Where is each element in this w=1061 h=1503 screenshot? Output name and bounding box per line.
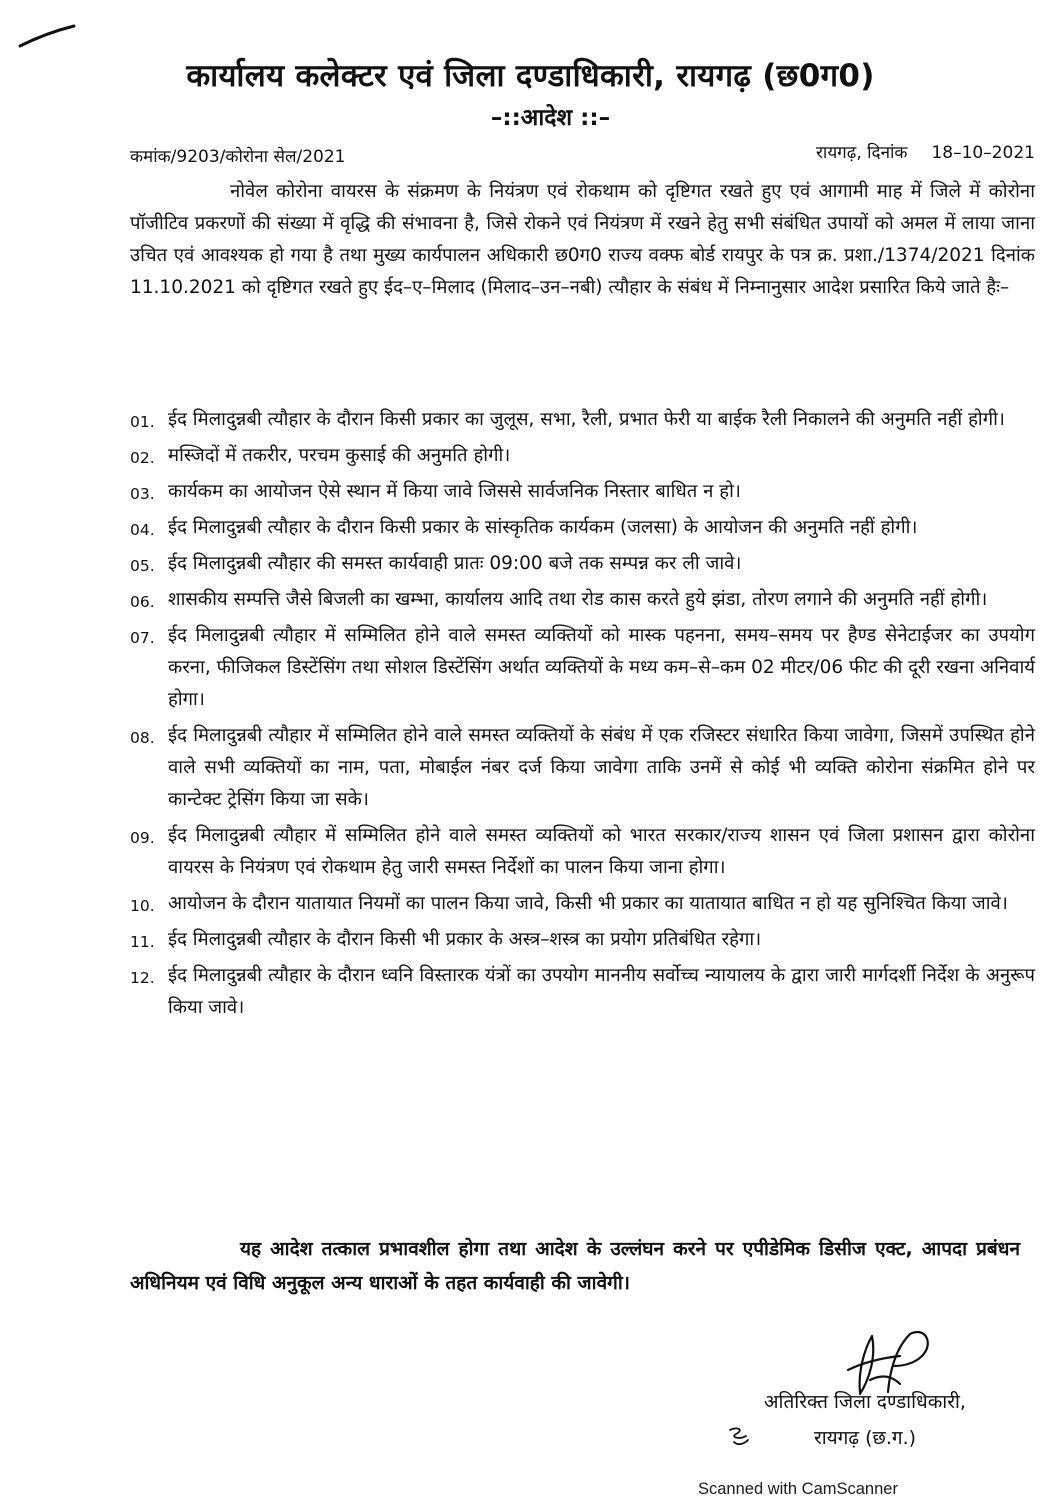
order-text: ईद मिलादुन्नबी त्यौहार में सम्मिलित होने वाले समस्त व्यक्तियों को भारत सरकार/राज्य शासन एवं जिला प्रशासन द्वारा कोरोना वायरस के नियंत्रण एवं रोकथाम हेतु जारी समस्त निर्देशों का पालन किया जाना होगा। [168, 825, 1035, 878]
order-number: 09. [130, 829, 155, 847]
order-number: 05. [130, 557, 155, 575]
order-item [130, 476, 1035, 508]
order-number: 08. [130, 729, 155, 747]
order-item [130, 584, 1035, 616]
order-item [130, 548, 1035, 580]
order-text: मस्जिदों में तकरीर, परचम कुसाई की अनुमति होगी। [168, 445, 511, 466]
signatory-location: रायगढ़ (छ.ग.) [813, 1427, 917, 1449]
order-item [130, 960, 1035, 1024]
order-text: शासकीय सम्पत्ति जैसे बिजली का खम्भा, कार्यालय आदि तथा रोड कास करते हुये झंडा, तोरण लगाने की अनुमति नहीं होगी। [168, 589, 988, 610]
place-date [816, 140, 1035, 163]
order-item [130, 720, 1035, 816]
order-number: 11. [130, 933, 155, 951]
order-item [130, 404, 1035, 436]
order-item [130, 620, 1035, 716]
pen-stroke-mark [18, 22, 76, 50]
order-number: 06. [130, 593, 155, 611]
order-date: 18–10–2021 [931, 143, 1035, 163]
order-text: ईद मिलादुन्नबी त्यौहार की समस्त कार्यवाही प्रातः 09:00 बजे तक सम्पन्न कर ली जावे। [168, 553, 742, 574]
closing-statement: यह आदेश तत्काल प्रभावशील होगा तथा आदेश के उल्लंघन करने पर एपीडेमिक डिसीज एक्ट, आपदा प्रबंधन अधिनियम एवं विधि अनुकूल अन्य धाराओं के तहत कार्यवाही की जावेगी। [130, 1238, 1020, 1294]
order-text: ईद मिलादुन्नबी त्यौहार के दौरान ध्वनि विस्तारक यंत्रों का उपयोग माननीय सर्वोच्च न्यायालय के द्वारा जारी मार्गदर्शी निर्देश के अनुरूप किया जावे। [168, 965, 1035, 1018]
order-number: 04. [130, 521, 155, 539]
scanner-watermark: Scanned with CamScanner [698, 1480, 898, 1498]
order-number: 03. [130, 485, 155, 503]
order-item [130, 440, 1035, 472]
order-text: ईद मिलादुन्नबी त्यौहार में सम्मिलित होने वाले समस्त व्यक्तियों के संबंध में एक रजिस्टर संधारित किया जावेगा, जिसमें उपस्थित होने वाले सभी व्यक्तियों का नाम, पता, मोबाईल नंबर दर्ज किया जावेगा ताकि उनमें से कोई भी व्यक्ति कोरोना संक्रमित होने पर कान्टेक्ट ट्रेसिंग किया जा सके। [168, 725, 1035, 810]
order-number: 10. [130, 897, 155, 915]
order-number: 01. [130, 413, 155, 431]
order-text: ईद मिलादुन्नबी त्यौहार के दौरान किसी प्रकार का जुलूस, सभा, रैली, प्रभात फेरी या बाईक रैली निकालने की अनुमति नहीं होगी। [168, 409, 1005, 430]
order-text: ईद मिलादुन्नबी त्यौहार में सम्मिलित होने वाले समस्त व्यक्तियों को मास्क पहनना, समय–समय पर हैण्ड सेनेटाईजर का उपयोग करना, फीजिकल डिस्टेंसिंग तथा सोशल डिस्टेंसिंग अर्थात व्यक्तियों के मध्य कम–से–कम 02 मीटर/06 फीट की दूरी रखना अनिवार्य होगा। [168, 625, 1035, 710]
intro-paragraph: नोवेल कोरोना वायरस के संक्रमण के नियंत्रण एवं रोकथाम को दृष्टिगत रखते हुए एवं आगामी माह में जिले में कोरोना पॉजीटिव प्रकरणों की संख्या में वृद्धि की संभावना है, जिसे रोकने एवं नियंत्रण में रखने हेतु सभी संबंधित उपायों को अमल में लाया जाना उचित एवं आवश्यक हो गया है तथा मुख्य कार्यपालन अधिकारी छ0ग0 राज्य वक्फ बोर्ड रायपुर के पत्र क्र. प्रशा./1374/2021 दिनांक 11.10.2021 को दृष्टिगत रखते हुए ईद–ए–मिलाद (मिलाद–उन–नबी) त्यौहार के संबंध में निम्नानुसार आदेश प्रसारित किये जाते हैः– [130, 181, 1035, 298]
reference-row [130, 140, 1035, 166]
office-title: कार्यालय कलेक्टर एवं जिला दण्डाधिकारी, रायगढ़ (छ0ग0) [186, 58, 875, 94]
order-number: 12. [130, 969, 155, 987]
place-date-label: रायगढ़, दिनांक [815, 143, 908, 163]
order-text: ईद मिलादुन्नबी त्यौहार के दौरान किसी भी प्रकार के अस्त्र–शस्त्र का प्रयोग प्रतिबंधित रहेगा। [168, 929, 762, 950]
order-item [130, 888, 1035, 920]
order-text: आयोजन के दौरान यातायात नियमों का पालन किया जावे, किसी भी प्रकार का यातायात बाधित न हो यह सुनिश्चित किया जावे। [168, 893, 1008, 914]
order-item [130, 924, 1035, 956]
order-text: ईद मिलादुन्नबी त्यौहार के दौरान किसी प्रकार के सांस्कृतिक कार्यकम (जलसा) के आयोजन की अनुमति नहीं होगी। [168, 517, 918, 538]
order-number: 07. [130, 629, 155, 647]
order-item [130, 512, 1035, 544]
order-number: 02. [130, 449, 155, 467]
order-text: कार्यकम का आयोजन ऐसे स्थान में किया जावे जिससे सार्वजनिक निस्तार बाधित न हो। [168, 481, 741, 502]
order-item [130, 820, 1035, 884]
order-heading: –::आदेश ::– [490, 105, 611, 131]
reference-number: कमांक/9203/कोरोना सेल/2021 [130, 147, 346, 167]
orders-list [130, 404, 1035, 1028]
signatory-designation: अतिरिक्त जिला दण्डाधिकारी, [764, 1391, 966, 1413]
initial-scribble [726, 1424, 752, 1448]
